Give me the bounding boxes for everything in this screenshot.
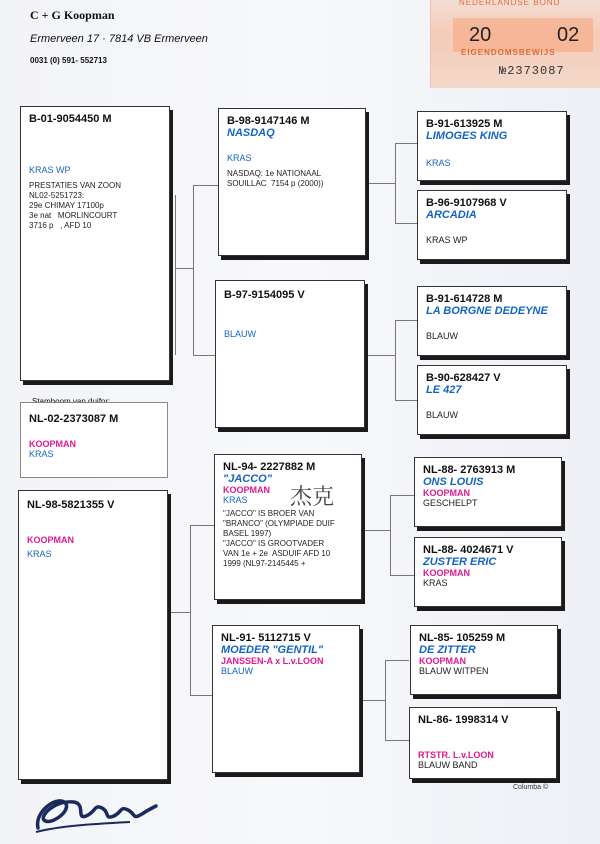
pigeon-name: "JACCO"	[223, 473, 272, 485]
ring-number: B-97-9154095 V	[224, 289, 305, 301]
owner: KOOPMAN	[27, 535, 74, 545]
owner: KOOPMAN	[29, 439, 76, 449]
owner: KOOPMAN	[223, 485, 270, 495]
connector	[363, 530, 390, 531]
connector	[395, 143, 396, 223]
connector	[395, 400, 417, 401]
connector	[193, 355, 215, 356]
connector	[190, 525, 214, 526]
connector	[367, 183, 395, 184]
color: KRAS	[29, 449, 54, 459]
ring-number: B-96-9107968 V	[426, 197, 507, 209]
ring-certificate-top: NEDERLANDSE BOND	[459, 0, 561, 7]
performance-notes: PRESTATIES VAN ZOON NL02-5251723: 29e CHIMAY 17100p 3e nat MORLINCOURT 3716 p , AFD 10	[29, 181, 122, 230]
ring-number: NL-85- 105259 M	[419, 632, 506, 644]
color: KRAS	[423, 578, 448, 588]
breeder-signature-logo	[30, 790, 160, 840]
connector	[395, 223, 417, 224]
color: KRAS WP	[426, 235, 468, 245]
connector	[385, 660, 386, 740]
ancestor-card	[414, 457, 562, 527]
owner: KOOPMAN	[419, 656, 466, 666]
connector	[395, 320, 396, 400]
connector	[390, 495, 391, 575]
color: BLAUW	[426, 331, 459, 341]
grandsire-paternal-card	[218, 108, 366, 256]
connector	[175, 268, 193, 269]
performance-notes: "JACCO" IS BROER VAN "BRANCO" (OLYMPIADE DUIF BASEL 1997) "JACCO" IS GROOTVADER VAN 1e + 2e ASDUIF AFD 10 1999 (NL97-2145445 +	[223, 509, 335, 568]
ring-number: NL-88- 4024671 V	[423, 544, 514, 556]
performance-notes: NASDAQ: 1e NATIONAAL SOUILLAC 7154 p (2000))	[227, 169, 324, 188]
connector	[395, 143, 417, 144]
connector	[190, 695, 212, 696]
granddam-maternal-card	[212, 625, 360, 773]
color: BLAUW BAND	[418, 760, 478, 770]
ring-number: B-91-613925 M	[426, 118, 503, 130]
pigeon-name: LA BORGNE DEDEYNE	[426, 305, 548, 317]
connector	[175, 195, 176, 355]
ring-number: NL-02-2373087 M	[29, 413, 119, 425]
pigeon-name: LE 427	[426, 384, 462, 396]
granddam-paternal-card	[215, 280, 365, 428]
pigeon-name: MOEDER "GENTIL"	[221, 644, 324, 656]
ancestor-card	[409, 707, 557, 779]
ring-number: NL-88- 2763913 M	[423, 464, 516, 476]
color: KRAS WP	[29, 165, 71, 175]
breeder-address: Ermerveen 17 · 7814 VB Ermerveen	[30, 33, 208, 45]
pigeon-name: NASDAQ	[227, 127, 275, 139]
connector	[193, 185, 194, 355]
connector	[385, 660, 409, 661]
ancestor-card	[417, 190, 567, 260]
ring-number: NL-86- 1998314 V	[418, 714, 509, 726]
ancestor-card	[417, 365, 567, 435]
pigeon-name: LIMOGES KING	[426, 130, 508, 142]
pigeon-name: ONS LOUIS	[423, 476, 484, 488]
sire-card	[20, 106, 170, 381]
pigeon-name: DE ZITTER	[419, 644, 476, 656]
dam-card	[18, 490, 168, 780]
ring-number: NL-91- 5112715 V	[221, 632, 311, 644]
connector	[367, 355, 395, 356]
owner: JANSSEN-A x L.v.LOON	[221, 656, 324, 666]
color: GESCHELPT	[423, 498, 478, 508]
color: KRAS	[426, 158, 451, 168]
color: KRAS	[227, 153, 252, 163]
ring-number: NL-98-5821355 V	[27, 499, 115, 511]
color: KRAS	[27, 549, 52, 559]
copyright-footer: Columba ©	[513, 784, 549, 791]
connector	[193, 185, 218, 186]
ancestor-card	[414, 537, 562, 607]
ring-number: №2373087	[499, 64, 565, 78]
color: KRAS	[223, 495, 248, 505]
ring-year-left: 20	[469, 24, 492, 46]
owner: KOOPMAN	[423, 488, 470, 498]
ring-number: B-90-628427 V	[426, 372, 501, 384]
color: BLAUW	[224, 329, 257, 339]
connector	[395, 320, 417, 321]
ancestor-card	[410, 625, 558, 695]
ancestor-card	[417, 111, 567, 181]
breeder-name: C + G Koopman	[30, 8, 115, 22]
pigeon-name: ARCADIA	[426, 209, 477, 221]
color: BLAUW	[221, 666, 254, 676]
connector	[390, 495, 414, 496]
ring-number: NL-94- 2227882 M	[223, 461, 316, 473]
ring-year-right: 02	[557, 24, 580, 46]
ancestor-card	[417, 286, 567, 356]
ring-number: B-91-614728 M	[426, 293, 503, 305]
breeder-phone: 0031 (0) 591- 552713	[30, 56, 107, 65]
connector	[385, 740, 409, 741]
handwritten-annotation: 杰克	[290, 485, 335, 510]
ring-certificate	[430, 0, 600, 88]
connector	[360, 700, 385, 701]
owner: RTSTR. L.v.LOON	[418, 750, 494, 760]
ring-certificate-subtitle: EIGENDOMSBEWIJS	[461, 48, 556, 57]
color: BLAUW	[426, 410, 459, 420]
color: BLAUW WITPEN	[419, 666, 489, 676]
pigeon-name: ZUSTER ERIC	[423, 556, 497, 568]
subject-card	[20, 402, 168, 478]
connector	[190, 525, 191, 695]
ring-number: B-98-9147146 M	[227, 115, 310, 127]
connector	[170, 612, 190, 613]
ring-number: B-01-9054450 M	[29, 113, 112, 125]
connector	[390, 575, 414, 576]
grandsire-maternal-card	[214, 454, 362, 600]
owner: KOOPMAN	[423, 568, 470, 578]
